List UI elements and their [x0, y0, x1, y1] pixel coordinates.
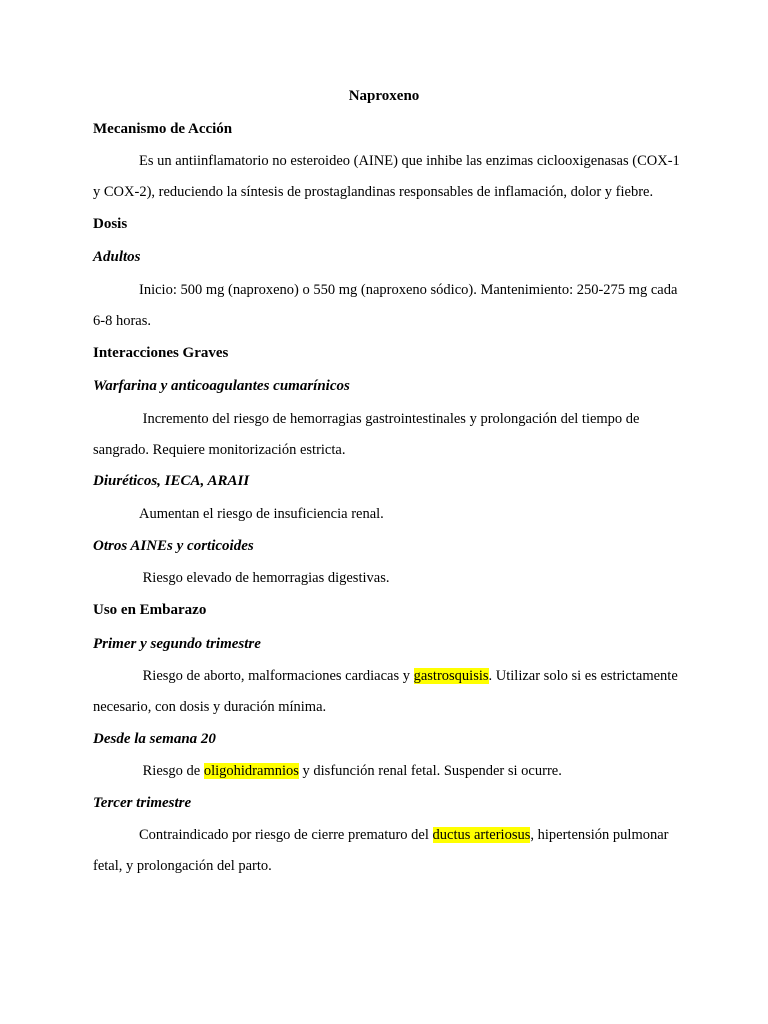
- paragraph-tercer-trimestre: [93, 820, 673, 882]
- paragraph-mecanismo: [93, 146, 680, 208]
- paragraph-semana-20: [93, 756, 673, 787]
- paragraph-primer-trimestre: [93, 661, 678, 723]
- highlighted-term: ductus arteriosus: [432, 827, 531, 843]
- paragraph-line: [93, 820, 673, 851]
- text-run: Riesgo de aborto, malformaciones cardiacas y: [139, 668, 414, 684]
- paragraph-otros-aines: [93, 563, 673, 594]
- paragraph-line: Incremento del riesgo de hemorragias gastrointestinales y prolongación del tiempo de: [139, 411, 640, 427]
- subheading-adultos: Adultos: [93, 249, 141, 265]
- highlighted-term: oligohidramnios: [203, 763, 299, 779]
- document-title: Naproxeno: [348, 88, 420, 104]
- paragraph-warfarina: [93, 404, 673, 466]
- paragraph-line: Aumentan el riesgo de insuficiencia renal.: [139, 506, 384, 522]
- paragraph-adultos: [93, 275, 678, 337]
- heading-embarazo: Uso en Embarazo: [93, 602, 207, 618]
- paragraph-diureticos: [93, 499, 673, 530]
- subheading-tercer-trimestre: Tercer trimestre: [93, 795, 192, 811]
- subheading-diureticos: Diuréticos, IECA, ARAII: [93, 473, 250, 489]
- text-run: Contraindicado por riesgo de cierre prematuro del: [139, 827, 433, 843]
- heading-mecanismo: Mecanismo de Acción: [93, 121, 233, 137]
- text-run: y disfunción renal fetal. Suspender si ocurre.: [298, 763, 562, 779]
- paragraph-line: necesario, con dosis y duración mínima.: [93, 699, 327, 715]
- subheading-warfarina: Warfarina y anticoagulantes cumarínicos: [93, 378, 350, 394]
- paragraph-line: [93, 661, 678, 692]
- text-run: , hipertensión pulmonar: [530, 827, 669, 843]
- subheading-otros-aines: Otros AINEs y corticoides: [93, 538, 254, 554]
- heading-interacciones: Interacciones Graves: [93, 345, 229, 361]
- subheading-primer-trimestre: Primer y segundo trimestre: [93, 636, 261, 652]
- paragraph-line: Riesgo elevado de hemorragias digestivas.: [139, 570, 390, 586]
- text-run: Riesgo de: [139, 763, 204, 779]
- paragraph-line: Es un antiinflamatorio no esteroideo (AINE) que inhibe las enzimas ciclooxigenasas (COX-1: [139, 153, 680, 169]
- subheading-semana-20: Desde la semana 20: [93, 731, 216, 747]
- text-run: . Utilizar solo si es estrictamente: [488, 668, 678, 684]
- highlighted-term: gastrosquisis: [413, 668, 489, 684]
- paragraph-line: fetal, y prolongación del parto.: [93, 858, 272, 874]
- paragraph-line: [93, 756, 673, 787]
- paragraph-line: Inicio: 500 mg (naproxeno) o 550 mg (naproxeno sódico). Mantenimiento: 250-275 mg cada: [139, 282, 678, 298]
- paragraph-line: y COX-2), reduciendo la síntesis de prostaglandinas responsables de inflamación, dolor y fiebre.: [93, 184, 654, 200]
- paragraph-line: sangrado. Requiere monitorización estricta.: [93, 442, 346, 458]
- heading-dosis: Dosis: [93, 216, 128, 232]
- paragraph-line: 6-8 horas.: [93, 313, 151, 329]
